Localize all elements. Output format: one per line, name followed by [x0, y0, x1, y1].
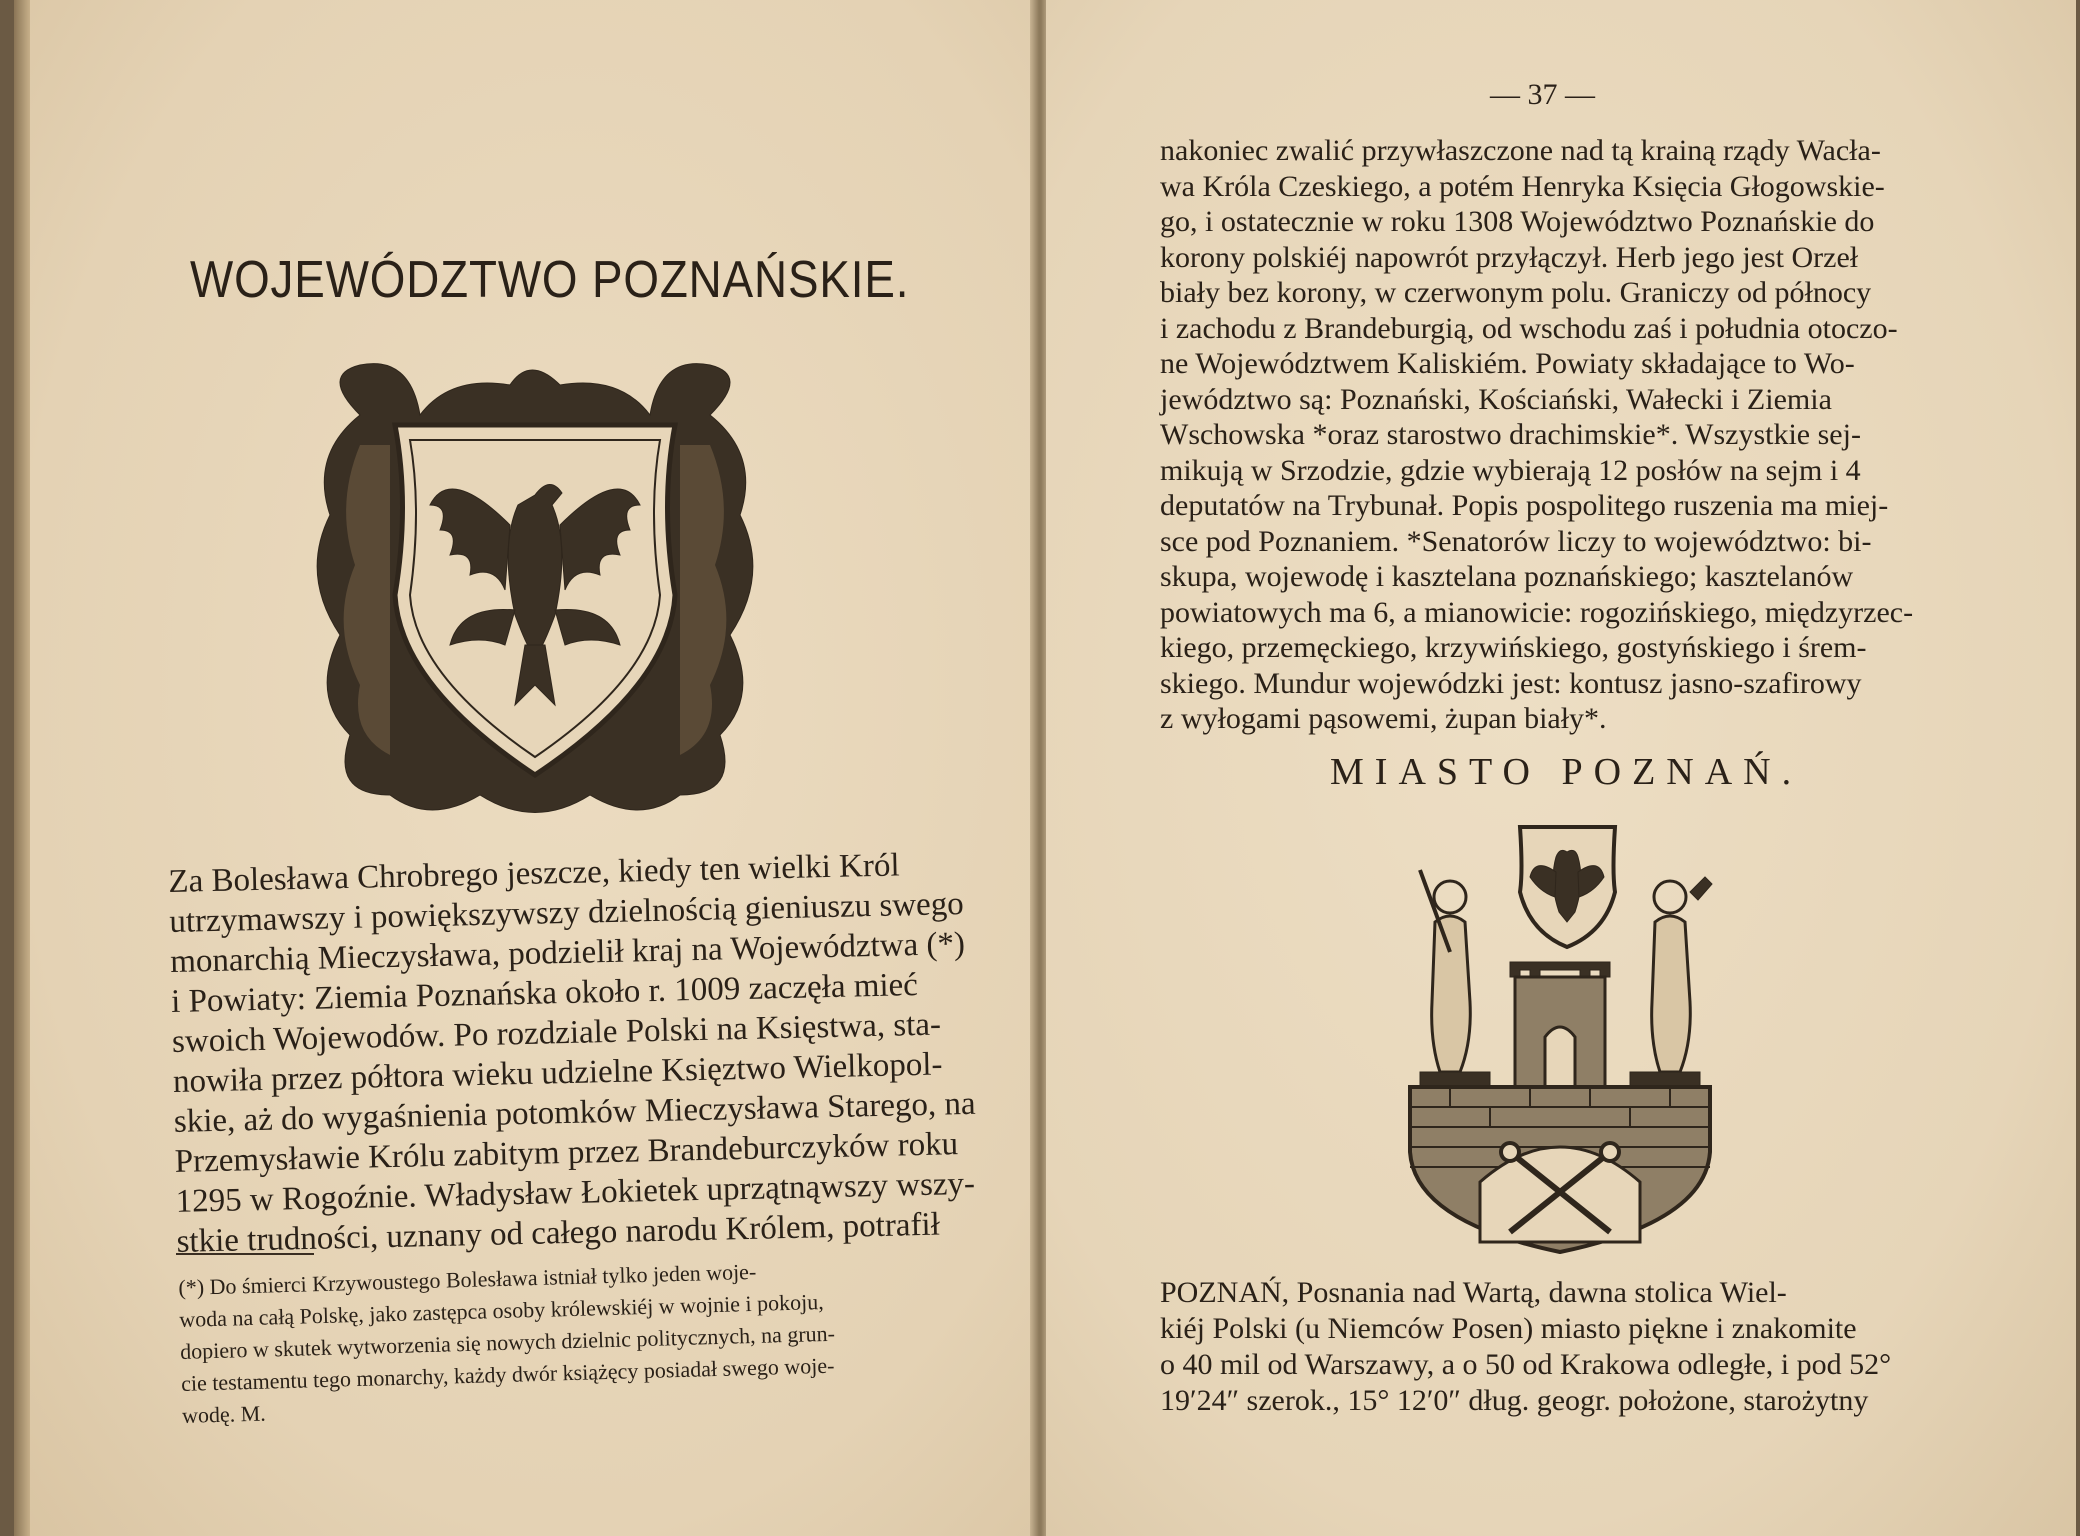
- footnote: [178, 1251, 932, 1432]
- text-line: jewództwo są: Poznański, Kościański, Wałecki i Ziemia: [1160, 382, 1832, 416]
- text-line: mikują w Srzodzie, gdzie wybierają 12 posłów na sejm i 4: [1160, 453, 1861, 487]
- text-line: 19′24″ szerok., 15° 12′0″ dług. geogr. położone, starożytny: [1160, 1384, 1869, 1417]
- text-line: o 40 mil od Warszawy, a o 50 od Krakowa odległe, i pod 52°: [1160, 1348, 1892, 1381]
- text-line: skie, aż do wygaśnienia potomków Mieczysława Starego, na: [173, 1085, 976, 1140]
- text-line: go, i ostatecznie w roku 1308 Województwo Poznańskie do: [1160, 205, 1875, 238]
- text-line: wa Króla Czeskiego, a potém Henryka Księcia Głogowskie-: [1160, 169, 1885, 203]
- section-body-text: [1160, 1275, 1930, 1419]
- section-title-miasto-poznan: MIASTO POZNAŃ.: [1330, 751, 1803, 793]
- text-line: i zachodu z Brandeburgią, od wschodu zaś i południa otoczo-: [1160, 311, 1898, 345]
- text-line: monarchią Mieczysława, podzielił kraj na Województwa (*): [169, 925, 966, 980]
- text-line: skupa, wojewodę i kasztelana poznańskiego; kasztelanów: [1160, 560, 1854, 593]
- footnote-divider: [176, 1253, 314, 1255]
- text-line: kiego, przemęckiego, krzywińskiego, gostyńskiego i śrem-: [1160, 631, 1867, 664]
- text-line: deputatów na Trybunał. Popis pospolitego ruszenia ma miej-: [1160, 489, 1889, 522]
- text-line: Za Bolesława Chrobrego jeszcze, kiedy ten wielki Król: [168, 847, 900, 900]
- text-line: Przemysławie Królu zabitym przez Brandeburczyków roku: [174, 1126, 959, 1180]
- text-line: skiego. Mundur wojewódzki jest: kontusz jasno-szafirowy: [1160, 666, 1862, 700]
- text-line: stkie trudności, uznany od całego narodu Królem, potrafił: [176, 1206, 941, 1260]
- eagle-coat-of-arms-icon: [300, 355, 770, 830]
- text-line: biały bez korony, w czerwonym polu. Graniczy od północy: [1160, 276, 1872, 309]
- page-title-wojewodztwo: WOJEWÓDZTWO POZNAŃSKIE.: [190, 251, 910, 309]
- page-number: — 37 —: [1490, 78, 1595, 111]
- text-line: powiatowych ma 6, a mianowicie: rogozińskiego, międzyrzec-: [1160, 595, 1914, 629]
- page-edge: [14, 0, 30, 1536]
- footnote-line: (*) Do śmierci Krzywoustego Bolesława istniał tylko jeden woje-: [178, 1258, 757, 1300]
- text-line: POZNAŃ, Posnania nad Wartą, dawna stolica Wiel-: [1160, 1276, 1787, 1309]
- text-line: nowiła przez półtora wieku udzielne Księztwo Wielkopol-: [172, 1046, 943, 1100]
- text-line: Wschowska *oraz starostwo drachimskie*. Wszystkie sej-: [1160, 418, 1861, 451]
- text-line: korony polskiéj napowrót przyłączył. Herb jego jest Orzeł: [1160, 240, 1859, 274]
- text-line: sce pod Poznaniem. *Senatorów liczy to województwo: bi-: [1160, 524, 1872, 558]
- poznan-city-arms-icon: [1400, 822, 1720, 1254]
- text-line: z wyłogami pąsowemi, żupan biały*.: [1160, 702, 1607, 735]
- text-line: kiéj Polski (u Niemców Posen) miasto piękne i znakomite: [1160, 1312, 1857, 1345]
- footnote-line: cie testamentu tego monarchy, każdy dwór książęcy posiadał swego woje-: [180, 1352, 835, 1396]
- footnote-line: wodę. M.: [181, 1400, 267, 1428]
- text-line: ne Województwem Kaliskiém. Powiaty składające to Wo-: [1160, 347, 1855, 380]
- right-body-text: [1160, 133, 1930, 737]
- footnote-line: woda na całą Polskę, jako zastępca osoby królewskiéj w wojnie i pokoju,: [178, 1288, 825, 1332]
- left-body-text: [168, 845, 976, 1262]
- text-line: utrzymawszy i powiększywszy dzielnością gieniuszu swego: [168, 885, 965, 940]
- text-line: nakoniec zwalić przywłaszczone nad tą krainą rządy Wacła-: [1160, 134, 1881, 167]
- text-line: swoich Wojewodów. Po rozdziale Polski na Księstwa, sta-: [171, 1006, 942, 1060]
- text-line: i Powiaty: Ziemia Poznańska około r. 1009 zaczęła mieć: [170, 967, 919, 1020]
- text-line: 1295 w Rogoźnie. Władysław Łokietek uprzątnąwszy wszy-: [175, 1165, 976, 1220]
- footnote-line: dopiero w skutek wytworzenia się nowych dzielnic politycznych, na grun-: [179, 1320, 836, 1364]
